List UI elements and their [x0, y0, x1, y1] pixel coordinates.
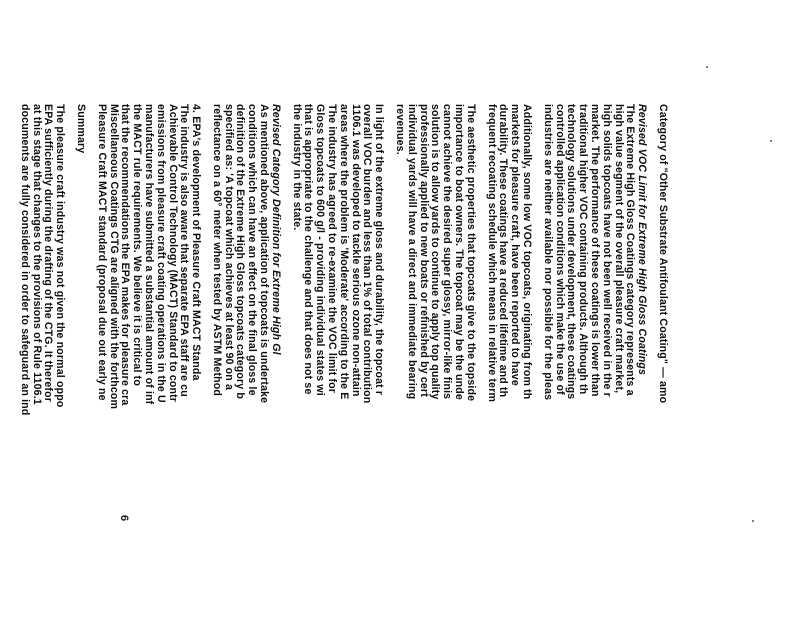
- paragraph-gap: [201, 104, 210, 618]
- body-line: Additionally, some low VOC topcoats, originating from th: [521, 104, 534, 400]
- body-line: Miscellaneous Coatings CTG are aligned with the forthcom: [107, 104, 120, 410]
- body-line: traditional higher VOC containing products. Although th: [577, 104, 590, 395]
- body-line: controlled application conditions which make the use of: [553, 104, 566, 395]
- scan-speck: [752, 520, 754, 522]
- body-line: that the recommendations the EPA makes for pleasure cra: [119, 104, 132, 406]
- paragraph-gap: [384, 104, 393, 618]
- body-line: emissions from pleasure craft coating operations in the U: [154, 104, 167, 403]
- body-line: overall VOC burden and less than 1% of total contribution: [361, 104, 374, 404]
- body-line: revenues.: [394, 104, 407, 155]
- body-line: individual yards will have a direct and immediate bearing: [405, 104, 418, 400]
- body-line: documents are fully considered in order to safeguard an ind: [18, 104, 31, 416]
- paragraph-gap: [65, 104, 74, 618]
- body-line: definition of the Extreme High Gloss topcoats category b: [234, 104, 247, 400]
- paragraph-gap: [647, 104, 656, 618]
- body-line: cannot achieve the desired super glossy, mirror-like finis: [441, 104, 454, 400]
- body-line: manufacturers have submitted a substantial amount of inf: [142, 104, 155, 405]
- body-line: importance to boat owners. The topcoat may be the unde: [453, 104, 466, 400]
- page-number: 6: [118, 514, 130, 522]
- body-line: professionally applied to new boats or refinished by cert: [417, 104, 430, 397]
- paragraph-gap: [281, 104, 290, 618]
- body-line: that is appropriate to the challenge and that does not se: [302, 104, 315, 395]
- body-line: The aesthetic properties that topcoats give to the topside: [464, 104, 477, 402]
- body-line: the MACT rule requirements. We believe it is critical to: [131, 104, 144, 386]
- body-line: The industry is also aware that separate EPA staff are cu: [178, 104, 191, 397]
- body-line: areas where the problem is 'Moderate' according to the E: [337, 104, 350, 400]
- body-line: solution is to allow yards to continue to apply top quality: [429, 104, 442, 400]
- body-line: high solids topcoats have not been well received in the r: [600, 104, 613, 397]
- scan-speck: [706, 66, 708, 68]
- body-line: durability. These coatings have a reduced lifetime and th: [497, 104, 510, 398]
- body-line: technology solutions under development, these coatings: [565, 104, 578, 400]
- section-heading-category-definition: Revised Category Definition for Extreme High Gl: [269, 104, 282, 355]
- document-heading: Category of "Other Substrate Antifoulant Coating" — amo: [657, 104, 669, 404]
- section-heading-mact: 4. EPA's development of Pleasure Craft MACT Standa: [190, 104, 203, 381]
- section-heading-voc-limit: Revised VOC Limit for Extreme High Gloss Coatings: [636, 104, 649, 376]
- body-line: industries are neither available nor possible for the pleas: [541, 104, 554, 401]
- section-heading-summary: Summary: [74, 104, 87, 154]
- body-line: frequent recoating schedule which means in relative term: [485, 104, 498, 403]
- body-line: Pleasure Craft MACT standard (proposal due out early ne: [95, 104, 108, 401]
- body-line: reflectance on a 60° meter when tested by ASTM Method: [210, 104, 223, 397]
- body-line: The pleasure craft industry was not given the normal oppo: [54, 104, 67, 408]
- body-line: The industry has agreed to re-examine the VOC limit for: [326, 104, 339, 394]
- body-line: conditions which can have an effect on the final gloss le: [246, 104, 259, 396]
- body-line: Gloss topcoats to 600 g/l - providing individual states wi: [314, 104, 327, 396]
- body-line: In light of the extreme gloss and durability, the topcoat r: [373, 104, 386, 396]
- body-line: the industry in the state.: [290, 104, 303, 231]
- body-line: market. The performance of these coatings is lower than: [589, 104, 602, 397]
- body-line: The Extreme High Gloss Coatings category represents a: [624, 104, 637, 396]
- body-line: high value segment of the overall pleasure craft market,: [612, 104, 625, 394]
- body-line: EPA sufficiently during the drafting of the CTG. It therefor: [42, 104, 55, 402]
- body-line: markets for pleasure craft, have been reported to have: [509, 104, 522, 386]
- body-line: 1106.1 was developed to tackle serious ozone non-attain: [349, 104, 362, 397]
- rotated-document-body: [18, 104, 669, 618]
- paragraph-gap: [86, 104, 95, 618]
- body-line: Achievable Control Technology (MACT) Standard to contr: [166, 104, 179, 403]
- body-line: at this stage that changes to the provisions of Rule 1106.1: [30, 104, 43, 405]
- body-line: As mentioned above, application of topcoats is undertake: [258, 104, 271, 404]
- body-line: specified as: 'A topcoat which achieves at least 90 on a: [222, 104, 235, 391]
- paragraph-gap: [532, 104, 541, 618]
- paragraph-gap: [476, 104, 485, 618]
- scan-speck: [770, 140, 772, 142]
